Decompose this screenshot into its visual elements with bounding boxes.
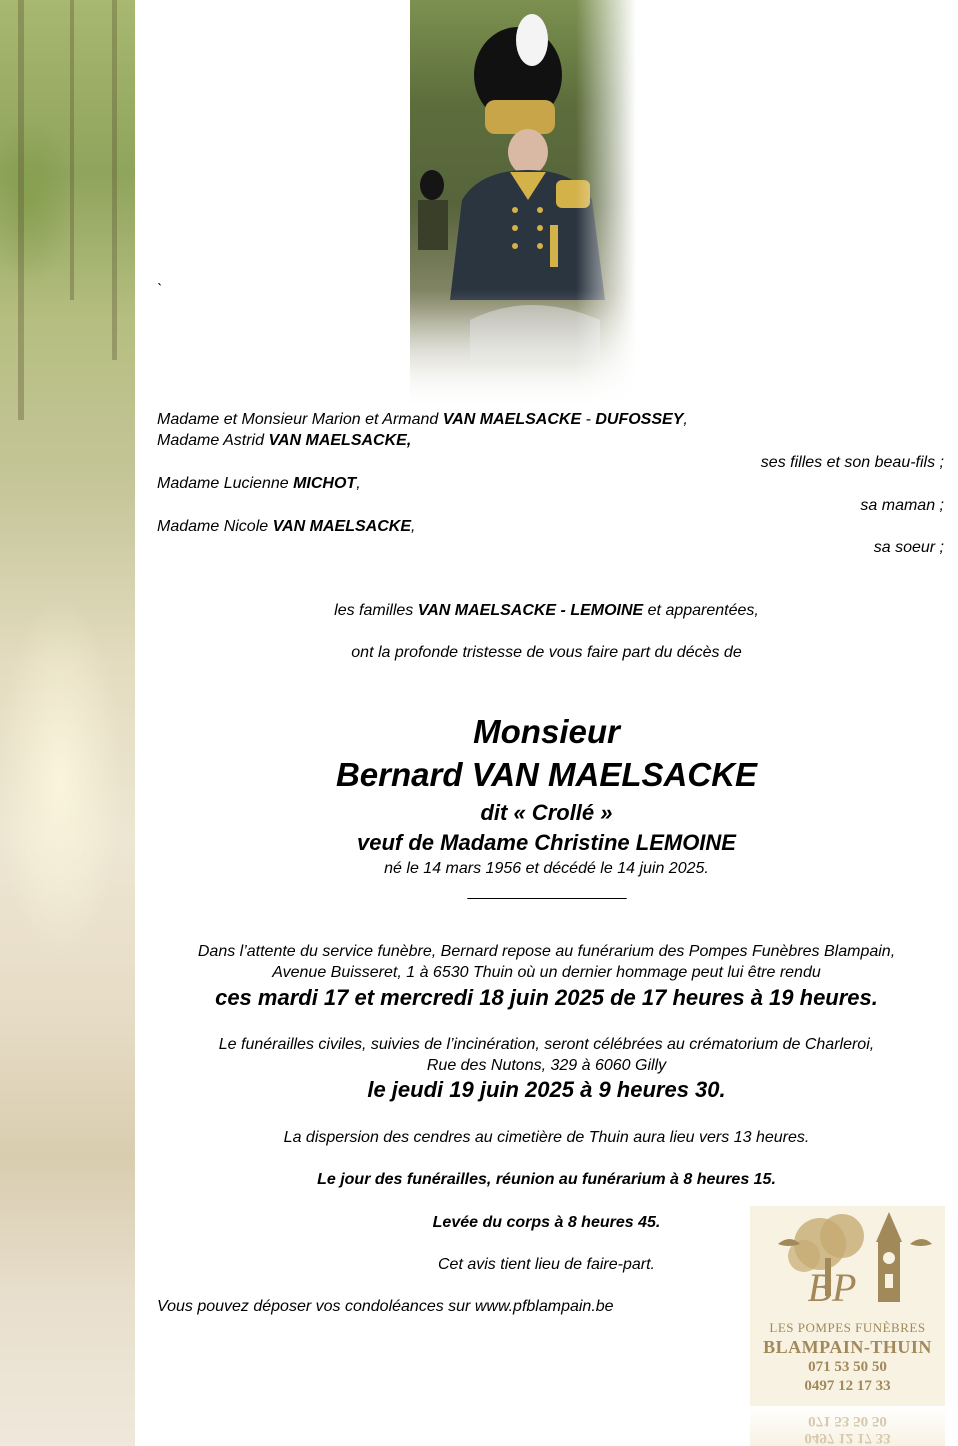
condolences-note: Vous pouvez déposer vos condoléances sur www.pfblampain.be — [157, 1298, 614, 1315]
logo-phone-1: 071 53 50 50 — [808, 1359, 887, 1375]
tree-church-emblem — [750, 1206, 945, 1318]
portrait-photo — [410, 0, 636, 410]
families-line: les familles VAN MAELSACKE - LEMOINE et apparentées, — [334, 602, 759, 619]
forest-background — [0, 0, 135, 1446]
family-line-4: Madame Nicole VAN MAELSACKE, — [157, 518, 416, 535]
meeting-note: Le jour des funérailles, réunion au funérarium à 8 heures 15. — [317, 1171, 776, 1188]
funeral-line-2: Rue des Nutons, 329 à 6060 Gilly — [426, 1057, 667, 1074]
logo-reflection: 0497 12 17 33 071 53 50 50 — [750, 1406, 945, 1446]
relation-daughters: ses filles et son beau-fils ; — [760, 454, 944, 471]
viewing-line-2: Avenue Buisseret, 1 à 6530 Thuin où un dernier hommage peut lui être rendu — [272, 964, 821, 981]
announcement: ont la profonde tristesse de vous faire part du décès de — [351, 644, 742, 661]
levee-note: Levée du corps à 8 heures 45. — [432, 1214, 661, 1231]
family-line-3: Madame Lucienne MICHOT, — [157, 475, 361, 492]
funeral-when: le jeudi 19 juin 2025 à 9 heures 30. — [367, 1077, 726, 1102]
deceased-nickname: dit « Crollé » — [480, 800, 613, 825]
deceased-title: Monsieur — [473, 713, 620, 750]
ashes-note: La dispersion des cendres au cimetière de Thuin aura lieu vers 13 heures. — [283, 1129, 810, 1146]
family-line-1: Madame et Monsieur Marion et Armand VAN MAELSACKE - DUFOSSEY, — [157, 411, 688, 428]
viewing-line-1: Dans l’attente du service funèbre, Bernard repose au funérarium des Pompes Funèbres Blampain, — [197, 943, 896, 960]
relation-mother: sa maman ; — [860, 497, 944, 514]
svg-text:BP: BP — [807, 1265, 857, 1310]
viewing-when: ces mardi 17 et mercredi 18 juin 2025 de 17 heures à 19 heures. — [215, 985, 878, 1010]
notice-note: Cet avis tient lieu de faire-part. — [438, 1256, 655, 1273]
relation-sister: sa soeur ; — [873, 539, 944, 556]
deceased-name: Bernard VAN MAELSACKE — [335, 756, 758, 793]
funeral-line-1: Le funérailles civiles, suivies de l’incinération, seront célébrées au crématorium de Charleroi, — [218, 1036, 875, 1053]
funeral-home-logo — [750, 1206, 945, 1406]
deceased-widower: veuf de Madame Christine LEMOINE — [357, 830, 736, 855]
logo-line-2: BLAMPAIN-THUIN — [763, 1337, 932, 1357]
logo-phone-2: 0497 12 17 33 — [804, 1378, 891, 1394]
stray-mark: ` — [157, 282, 163, 299]
logo-line-1: LES POMPES FUNÈBRES — [769, 1320, 926, 1335]
separator-rule: ____________________ — [467, 883, 626, 900]
family-line-2: Madame Astrid VAN MAELSACKE, — [157, 432, 412, 449]
deceased-dates: né le 14 mars 1956 et décédé le 14 juin 2025. — [384, 860, 709, 877]
